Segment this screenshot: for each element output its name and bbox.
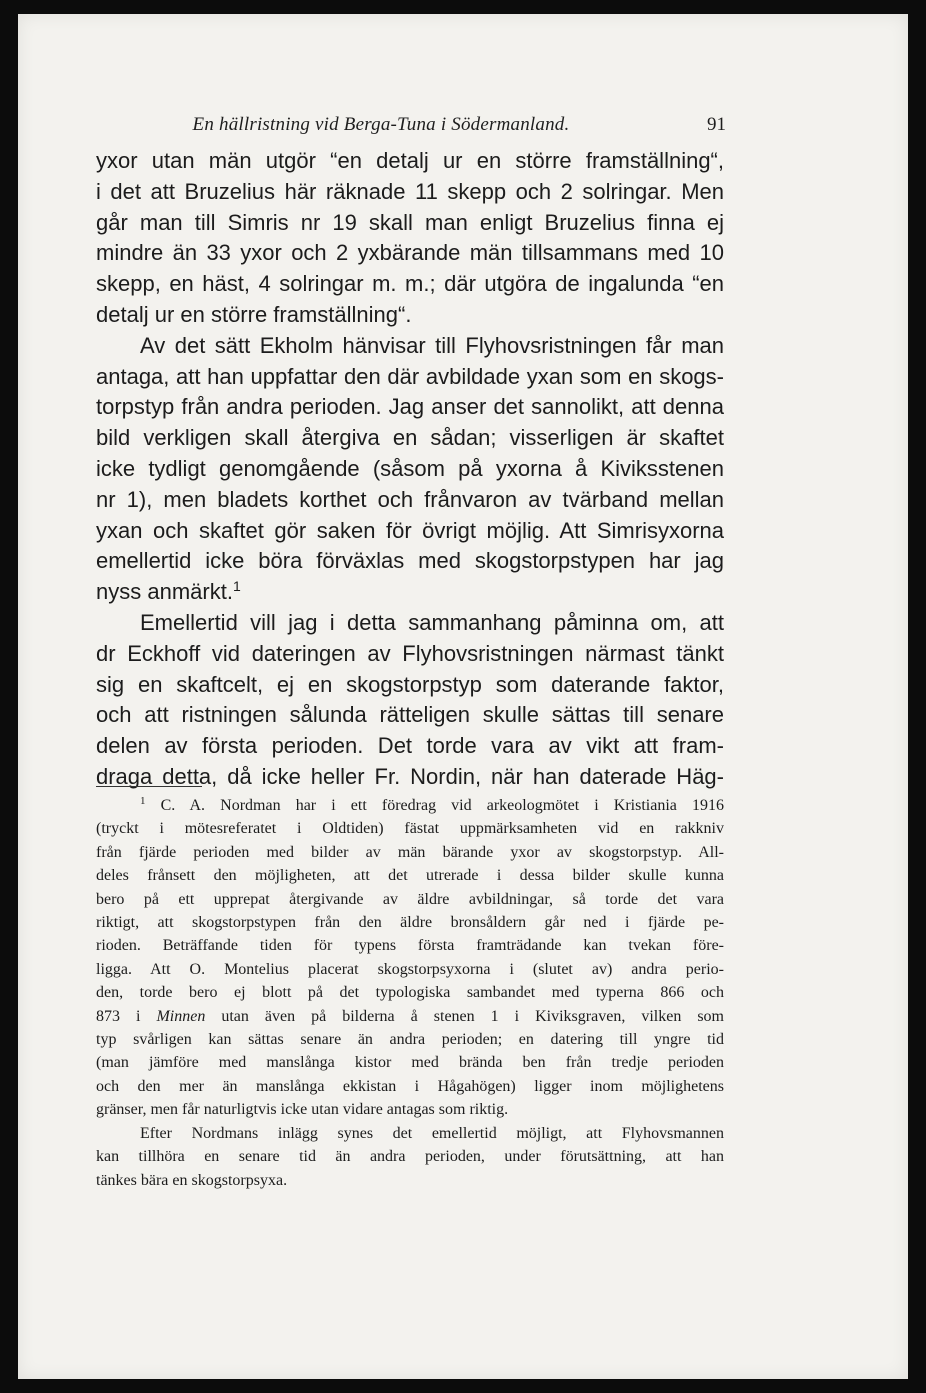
main-text <box>96 146 724 793</box>
footnote-line: (man jämföre med manslånga kistor med brända ben från tredje perioden <box>96 1054 724 1072</box>
text-line: delen av första perioden. Det torde vara av vikt att fram- <box>96 733 724 759</box>
footnote-line: rioden. Beträffande tiden för typens första framträdande kan tvekan före- <box>96 937 724 955</box>
footnote-marker: 1 <box>140 795 146 807</box>
text-line: Emellertid vill jag i detta sammanhang påminna om, att <box>140 609 724 635</box>
text-line: detalj ur en större framställning“. <box>96 301 412 327</box>
footnote-divider <box>96 786 202 787</box>
text-line: sig en skaftcelt, ej en skogstorpstyp som daterande faktor, <box>96 671 724 697</box>
text-line: torpstyp från andra perioden. Jag anser det sannolikt, att denna <box>96 394 724 420</box>
footnote-line: tänkes bära en skogstorpsyxa. <box>96 1171 288 1189</box>
text-segment: nyss anmärkt. <box>96 579 233 605</box>
text-line <box>96 577 724 608</box>
footnote-line <box>96 794 724 817</box>
footnote-line: gränser, men får naturligtvis icke utan vidare antagas som riktig. <box>96 1101 509 1119</box>
footnote-line: riktigt, att skogstorpstypen från den äldre bronsåldern går ned i fjärde pe- <box>96 914 724 932</box>
footnote-line: deles frånsett den möjligheten, att det utrerade i dessa bilder skulle kunna <box>96 867 724 885</box>
text-line: går man till Simris nr 19 skall man enligt Bruzelius finna ej <box>96 209 724 235</box>
text-segment: 873 i <box>96 1007 157 1025</box>
text-segment: C. A. Nordman har i ett föredrag vid arkeologmötet i Kristiania 1916 <box>160 797 724 814</box>
text-line: mindre än 33 yxor och 2 yxbärande män tillsammans med 10 <box>96 240 724 266</box>
text-line: draga detta, då icke heller Fr. Nordin, när han daterade Häg- <box>96 763 724 789</box>
text-line: i det att Bruzelius här räknade 11 skepp och 2 solringar. Men <box>96 178 724 204</box>
text-line: bild verkligen skall återgiva en sådan; visserligen är skaftet <box>96 425 724 451</box>
text-line: yxor utan män utgör “en detalj ur en större framställning“, <box>96 148 724 173</box>
footnote-line: den, torde bero ej blott på det typologiska sambandet med typerna 866 och <box>96 984 724 1002</box>
text-line: yxan och skaftet gör saken för övrigt möjlig. Att Simrisyxorna <box>96 517 724 543</box>
text-line: nr 1), men bladets korthet och frånvaron av tvärband mellan <box>96 486 724 512</box>
footnote-line: bero på ett upprepat återgivande av äldre avbildningar, så torde det vara <box>96 890 724 908</box>
text-line: dr Eckhoff vid dateringen av Flyhovsristningen närmast tänkt <box>96 640 724 666</box>
text-segment: utan även på bilderna å stenen 1 i Kiviksgraven, vilken som <box>205 1007 724 1025</box>
footnote <box>96 794 724 1192</box>
text-line: och att ristningen sålunda rätteligen skulle sättas till senare <box>96 702 724 728</box>
footnote-line: och den mer än manslånga ekkistan i Hågahögen) ligger inom möjlighetens <box>96 1077 724 1095</box>
page-header <box>96 114 726 150</box>
text-line: emellertid icke böra förväxlas med skogstorpstypen har jag <box>96 548 724 574</box>
footnote-line: (tryckt i mötesreferatet i Oldtiden) fästat uppmärksamheten vid en rakkniv <box>96 820 724 838</box>
footnote-line: ligga. Att O. Montelius placerat skogstorpsyxorna i (slutet av) andra perio- <box>96 960 724 978</box>
text-line: skepp, en häst, 4 solringar m. m.; där utgöra de ingalunda “en <box>96 271 724 297</box>
footnote-line: Efter Nordmans inlägg synes det emellertid möjligt, att Flyhovsmannen <box>140 1124 724 1142</box>
text-line: Av det sätt Ekholm hänvisar till Flyhovsristningen får man <box>140 332 724 358</box>
footnote-line: från fjärde perioden med bilder av män bärande yxor av skogstorpstyp. All- <box>96 843 724 861</box>
footnote-line: kan tillhöra en senare tid än andra perioden, under förutsättning, att han <box>96 1148 724 1166</box>
footnote-reference[interactable]: 1 <box>232 578 241 595</box>
text-line: antaga, att han uppfattar den där avbildade yxan som en skogs- <box>96 363 724 389</box>
page-number: 91 <box>707 114 726 135</box>
footnote-line <box>96 1005 724 1028</box>
running-title: En hällristning vid Berga-Tuna i Södermanland. <box>192 114 570 135</box>
footnote-line: typ svårligen kan sättas senare än andra perioden; en datering till yngre tid <box>96 1031 724 1049</box>
italic-title: Minnen <box>156 1007 206 1025</box>
text-line: icke tydligt genomgående (såsom på yxorna å Kiviksstenen <box>96 455 724 481</box>
